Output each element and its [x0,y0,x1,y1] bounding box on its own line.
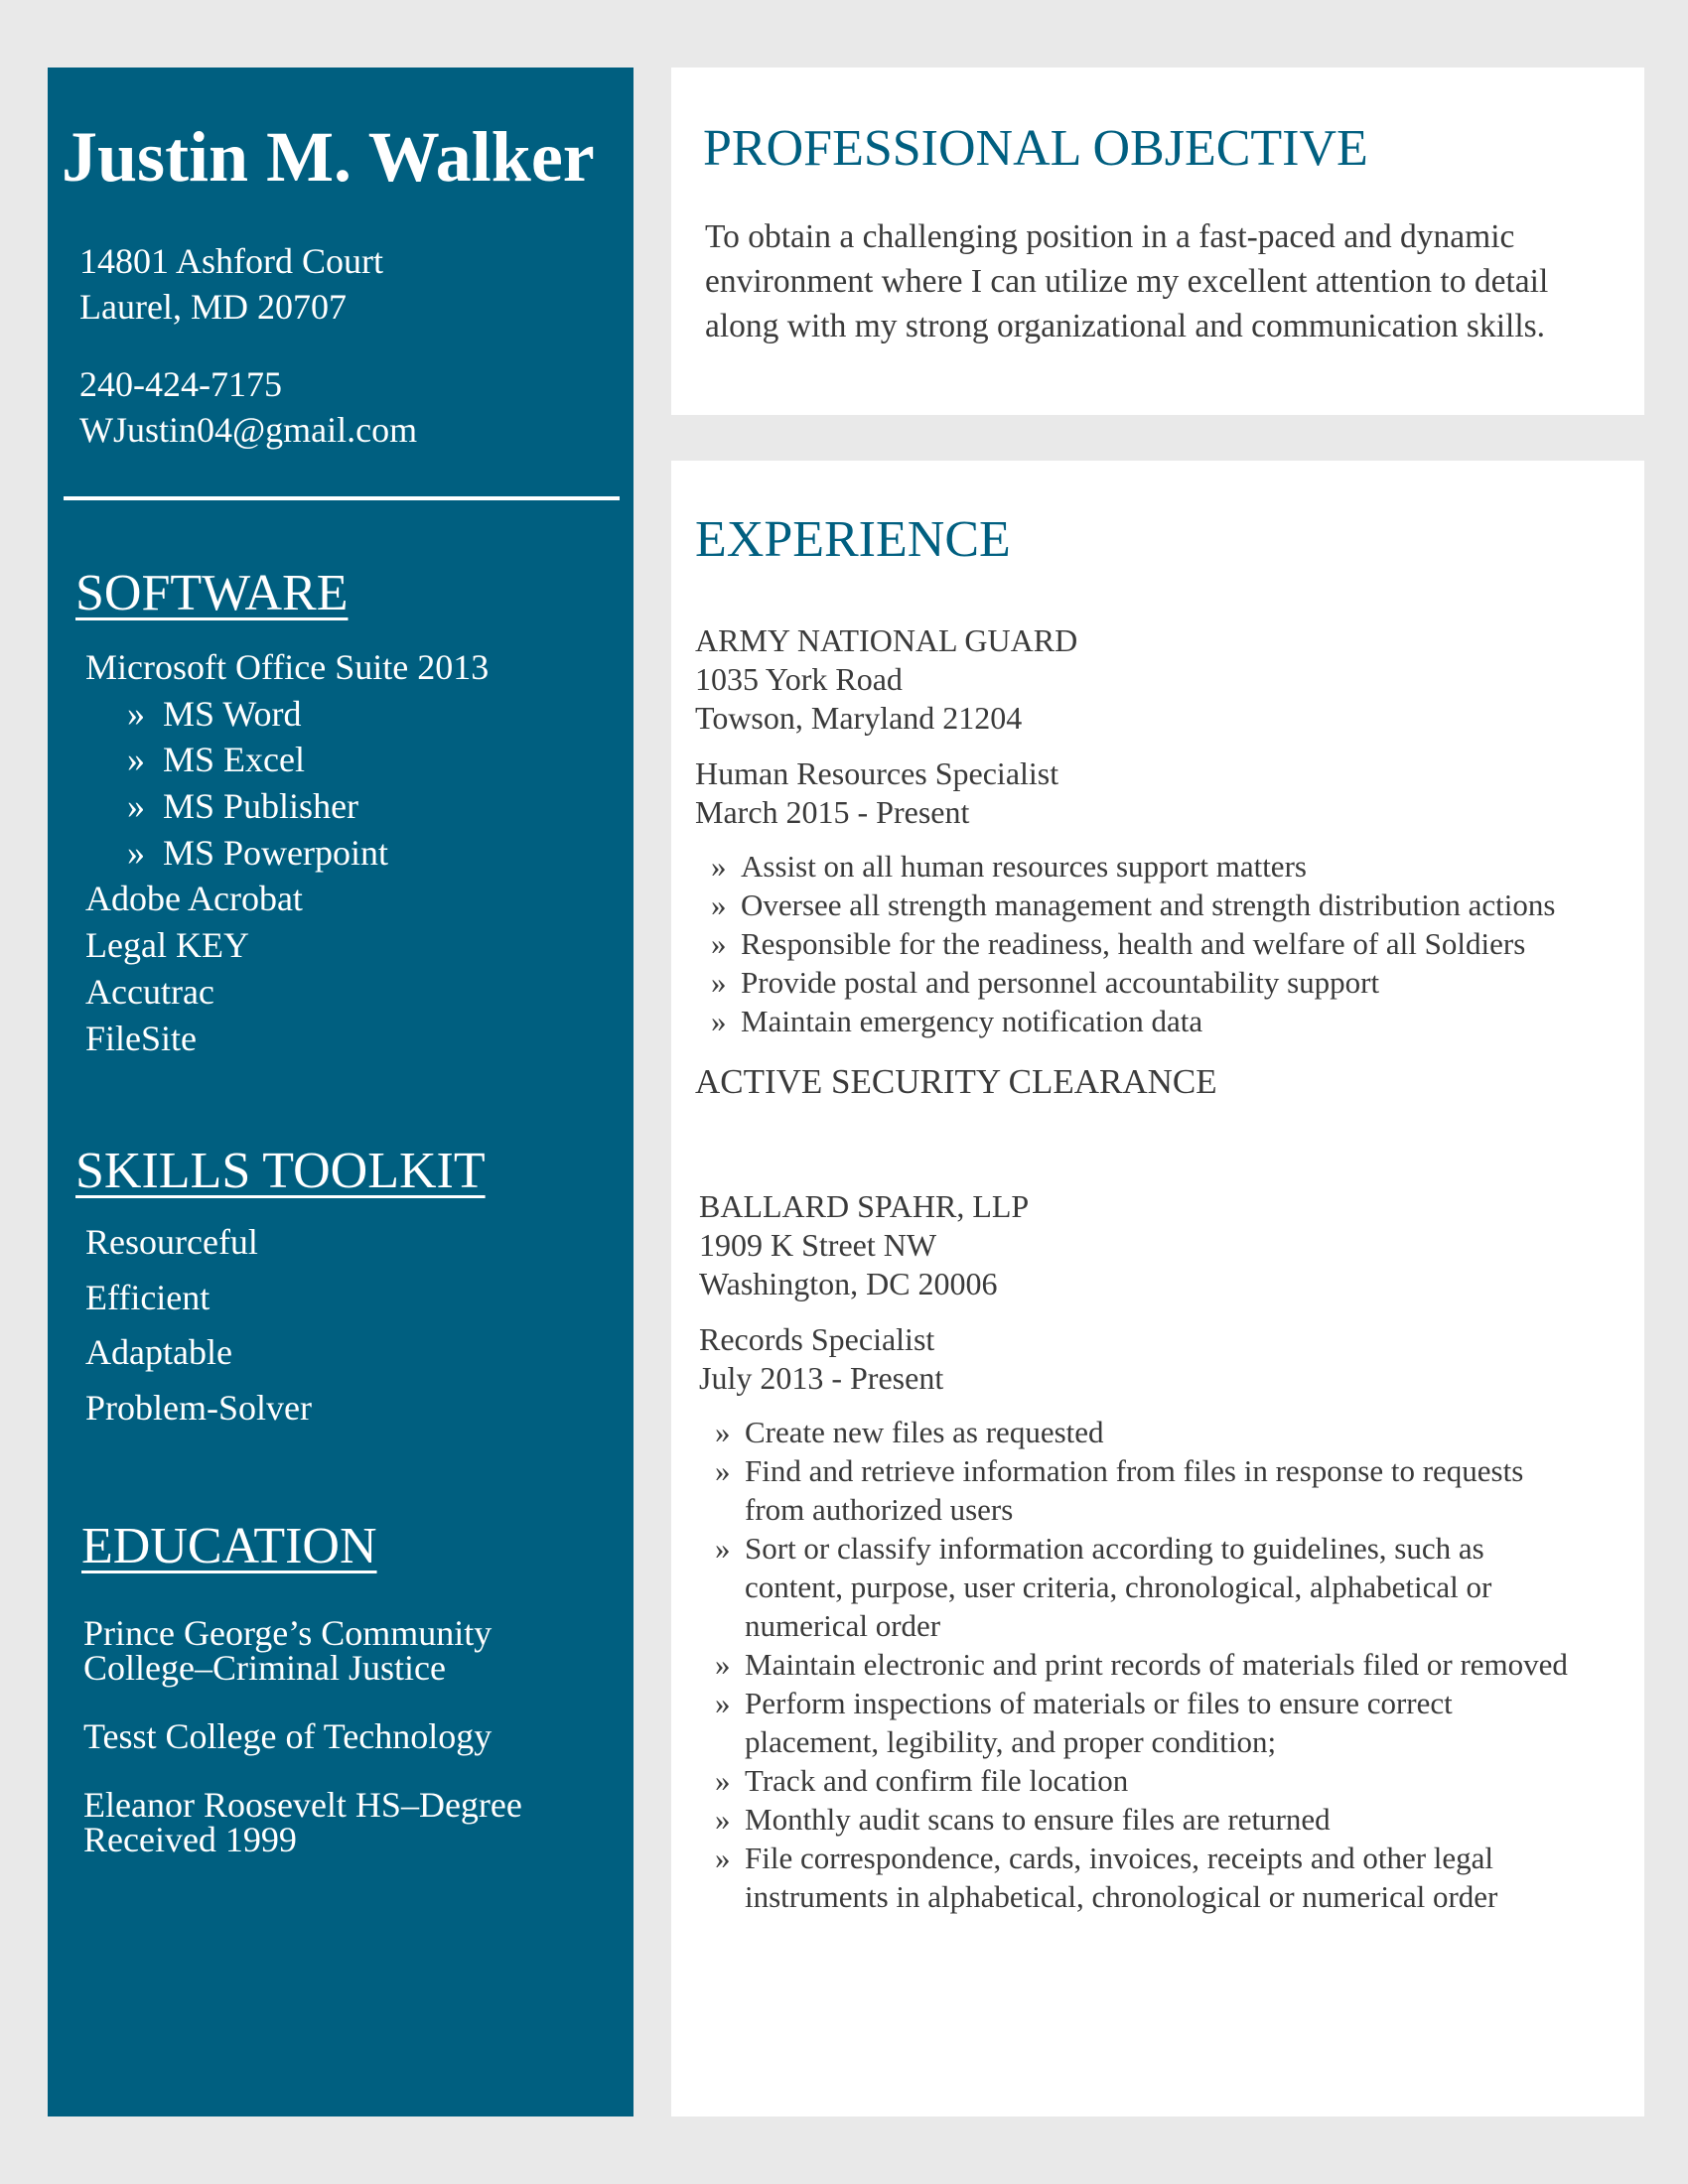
clearance-note: ACTIVE SECURITY CLEARANCE [695,1062,1217,1101]
address-block [79,238,383,330]
job-duties [695,847,1555,1040]
list-item: » Maintain electronic and print records of materials filed or removed [715,1647,1568,1682]
list-item: » Perform inspections of materials or files to ensure correct placement, legibility, and proper condition; [715,1686,1453,1759]
software-subitem: » MS Word [85,691,489,738]
software-item: Legal KEY [85,925,249,966]
education-heading: EDUCATION [81,1518,377,1574]
list-item: » Sort or classify information according to guidelines, such as content, purpose, user criteria, chronological, alphabetical or numerical order [715,1531,1492,1643]
candidate-name: Justin M. Walker [62,117,595,197]
software-item: Accutrac [85,971,214,1012]
address-line-2: Laurel, MD 20707 [79,287,347,327]
education-item: Prince George’s Community College–Criminal Justice [83,1613,492,1688]
education-item: Tesst College of Technology [83,1716,492,1756]
software-item: Microsoft Office Suite 2013 [85,647,490,687]
software-heading: SOFTWARE [75,565,349,621]
phone-number: 240-424-7175 [79,364,282,404]
job-title: Human Resources Specialist [695,755,1059,791]
education-item: Eleanor Roosevelt HS–Degree Received 1999 [83,1785,522,1859]
job-header [695,621,1077,738]
job-dates: March 2015 - Present [695,794,970,830]
skills-list [85,1215,312,1435]
skills-heading: SKILLS TOOLKIT [75,1143,486,1199]
list-item: » Monthly audit scans to ensure files are returned [715,1802,1331,1837]
contact-block [79,361,417,453]
address-line-1: 14801 Ashford Court [79,241,383,281]
objective-heading: PROFESSIONAL OBJECTIVE [703,120,1368,177]
list-item: » Maintain emergency notification data [711,1004,1203,1038]
employer-address: 1909 K Street NW [699,1227,937,1263]
software-item: Adobe Acrobat [85,879,303,919]
job-dates: July 2013 - Present [699,1360,944,1396]
skill-item: Resourceful [85,1222,258,1262]
employer-name: BALLARD SPAHR, LLP [699,1188,1030,1224]
job-header [699,1187,1029,1303]
employer-city: Towson, Maryland 21204 [695,700,1023,736]
divider [64,496,620,500]
bullet-marker: » [127,693,145,734]
software-subitem: » MS Publisher [85,783,489,830]
list-item: » Create new files as requested [715,1415,1104,1449]
sidebar [48,68,633,2116]
list-item: » Responsible for the readiness, health and welfare of all Soldiers [711,926,1526,961]
employer-city: Washington, DC 20006 [699,1266,998,1301]
objective-text: To obtain a challenging position in a fast-paced and dynamic environment where I can utilize my excellent attention to detail along with my strong organizational and communication skills. [705,218,1549,344]
objective-card [671,68,1644,415]
employer-name: ARMY NATIONAL GUARD [695,622,1078,658]
software-list [85,644,489,1061]
employer-address: 1035 York Road [695,661,903,697]
software-subitem: » MS Powerpoint [85,830,489,877]
job-role [695,754,1058,832]
job-duties [699,1413,1568,1916]
skill-item: Problem-Solver [85,1387,312,1428]
skill-item: Adaptable [85,1332,232,1372]
bullet-marker: » [127,740,145,780]
email-address: WJustin04@gmail.com [79,410,418,450]
list-item: » Assist on all human resources support matters [711,849,1307,884]
experience-heading: EXPERIENCE [695,511,1011,568]
list-item: » Provide postal and personnel accountability support [711,965,1380,1000]
skill-item: Efficient [85,1277,211,1317]
job-title: Records Specialist [699,1321,935,1357]
list-item: » Oversee all strength management and strength distribution actions [711,887,1556,922]
education-list [83,1613,522,1891]
software-subitem: » MS Excel [85,737,489,783]
list-item: » File correspondence, cards, invoices, receipts and other legal instruments in alphabetical, chronological or numerical order [715,1841,1498,1914]
list-item: » Find and retrieve information from files in response to requests from authorized users [715,1453,1524,1527]
list-item: » Track and confirm file location [715,1763,1129,1798]
experience-card [671,461,1644,2116]
bullet-marker: » [127,786,145,827]
software-item: FileSite [85,1018,198,1058]
job-role [699,1320,943,1398]
bullet-marker: » [127,832,145,873]
